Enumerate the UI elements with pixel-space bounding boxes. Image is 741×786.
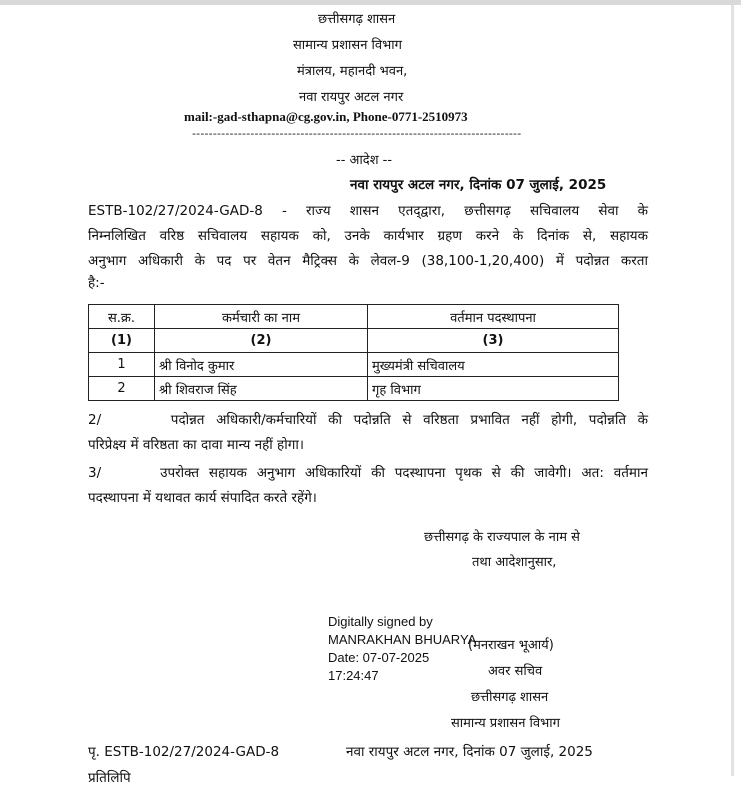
posting-cell: मुख्यमंत्री सचिवालय bbox=[368, 353, 619, 377]
paragraph-line: परिप्रेक्ष्य में वरिष्ठता का दावा मान्य नहीं होगा। bbox=[88, 437, 304, 453]
table-row bbox=[89, 377, 619, 401]
signatory-name: (मनराखन भूआर्य) bbox=[468, 638, 554, 653]
signatory-govt: छत्तीसगढ़ शासन bbox=[471, 690, 549, 705]
index-cell: (3) bbox=[368, 329, 619, 353]
digital-signature-block bbox=[328, 613, 476, 685]
paragraph-line: निम्नलिखित वरिष्ठ सचिवालय सहायक को, उनके कार्यभार ग्रहण करने के दिनांक से, सहायक bbox=[88, 228, 648, 244]
closing-line-2: तथा आदेशानुसार, bbox=[472, 555, 557, 570]
header-cell-serial: स.क्र. bbox=[89, 305, 155, 329]
closing-line-1: छत्तीसगढ़ के राज्यपाल के नाम से bbox=[424, 530, 580, 545]
signatory-designation: अवर सचिव bbox=[488, 664, 543, 679]
header-divider: ------------------------------------------------------------------------------- bbox=[192, 127, 522, 140]
digital-signature-line: MANRAKHAN BHUARYA bbox=[328, 632, 477, 647]
table-index-row bbox=[89, 329, 619, 353]
endorsement-place-date: नवा रायपुर अटल नगर, दिनांक 07 जुलाई, 2025 bbox=[346, 744, 593, 760]
index-cell: (2) bbox=[155, 329, 368, 353]
header-cell-posting: वर्तमान पदस्थापना bbox=[368, 305, 619, 329]
header-city: नवा रायपुर अटल नगर bbox=[299, 90, 404, 105]
paragraph-line: 2/ पदोन्नत अधिकारी/कर्मचारियों की पदोन्नति से वरिष्ठता प्रभावित नहीं होगी, पदोन्नति के bbox=[88, 412, 648, 428]
employee-name-cell: श्री विनोद कुमार bbox=[155, 353, 368, 377]
header-cell-name: कर्मचारी का नाम bbox=[155, 305, 368, 329]
order-paragraph-1 bbox=[88, 199, 648, 292]
paragraph-line: है:- bbox=[88, 275, 105, 291]
paragraph-line: पदस्थापना में यथावत कार्य संपादित करते रहेंगे। bbox=[88, 490, 317, 506]
document-page bbox=[0, 5, 734, 786]
signatory-department: सामान्य प्रशासन विभाग bbox=[451, 716, 560, 731]
digital-signature-line: 17:24:47 bbox=[328, 668, 379, 683]
table-row bbox=[89, 353, 619, 377]
employee-name-cell: श्री शिवराज सिंह bbox=[155, 377, 368, 401]
digital-signature-line: Digitally signed by bbox=[328, 614, 433, 629]
order-place-date: नवा रायपुर अटल नगर, दिनांक 07 जुलाई, 2025 bbox=[350, 177, 607, 193]
promotion-table bbox=[88, 304, 619, 401]
serial-cell: 2 bbox=[89, 377, 155, 401]
paragraph-line: ESTB-102/27/2024-GAD-8 - राज्य शासन एतद्‌द्वारा, छत्तीसगढ़ सचिवालय सेवा के bbox=[88, 203, 648, 219]
table-header-row bbox=[89, 305, 619, 329]
header-govt: छत्तीसगढ़ शासन bbox=[318, 12, 396, 27]
endorsement-copy-partial: प्रतिलिपि bbox=[88, 770, 131, 786]
posting-cell: गृह विभाग bbox=[368, 377, 619, 401]
serial-cell: 1 bbox=[89, 353, 155, 377]
paragraph-line: अनुभाग अधिकारी के पद पर वेतन मैट्रिक्स के लेवल-9 (38,100-1,20,400) में पदोन्नत करता bbox=[88, 253, 648, 269]
header-contact: mail:-gad-sthapna@cg.gov.in, Phone-0771-2510973 bbox=[184, 109, 468, 124]
order-paragraph-3 bbox=[88, 461, 648, 511]
header-ministry: मंत्रालय, महानदी भवन, bbox=[297, 64, 408, 79]
order-heading: -- आदेश -- bbox=[336, 153, 393, 168]
endorsement-ref: पृ. ESTB-102/27/2024-GAD-8 bbox=[88, 744, 280, 760]
header-department: सामान्य प्रशासन विभाग bbox=[293, 38, 402, 53]
index-cell: (1) bbox=[89, 329, 155, 353]
order-paragraph-2 bbox=[88, 408, 648, 458]
paragraph-line: 3/ उपरोक्त सहायक अनुभाग अधिकारियों की पदस्थापना पृथक से की जावेगी। अत: वर्तमान bbox=[88, 465, 648, 481]
digital-signature-line: Date: 07-07-2025 bbox=[328, 650, 430, 665]
